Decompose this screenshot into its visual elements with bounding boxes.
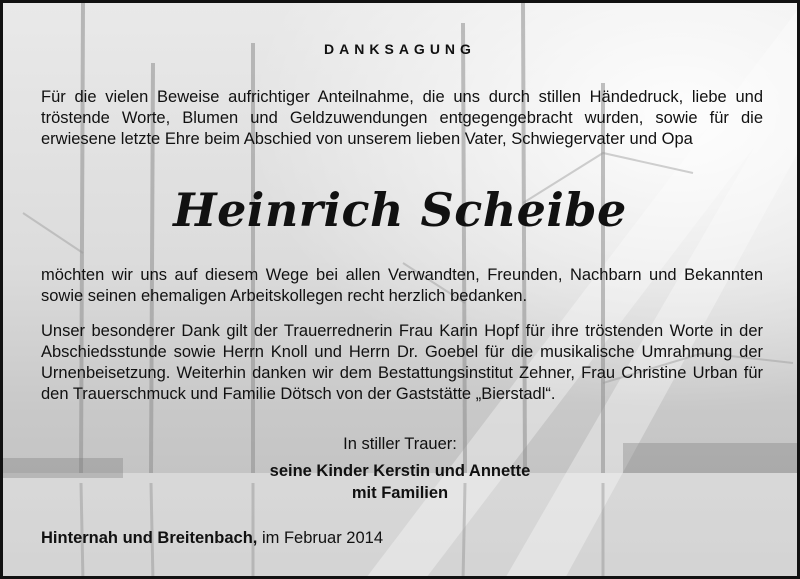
notice-heading: DANKSAGUNG xyxy=(324,41,476,57)
family-line-2: mit Familien xyxy=(351,484,449,502)
family-line-1: seine Kinder Kerstin und Annette xyxy=(269,462,531,480)
deceased-name: Heinrich Scheibe xyxy=(173,183,627,237)
place-text: Hinternah und Breitenbach, xyxy=(41,529,258,547)
place-date-line xyxy=(41,529,383,548)
intro-paragraph: Für die vielen Beweise aufrichtiger Anteilnahme, die uns durch stillen Händedruck, liebe und tröstende Worte, Blumen und Geldzuwendungen entgegengebracht wurden, sowie für die erwiesene letzte Ehre beim Abschied von unserem lieben Vater, Schwiegervater und Opa xyxy=(41,88,763,148)
mourning-line: In stiller Trauer: xyxy=(343,435,457,453)
date-text: im Februar 2014 xyxy=(257,529,384,547)
special-thanks-paragraph: Unser besonderer Dank gilt der Trauerrednerin Frau Karin Hopf für ihre tröstenden Worte in der Abschiedsstunde sowie Herrn Knoll und Herrn Dr. Goebel für die musikalische Umrahmung der Urnenbeisetzung. Weiterhin danken wir dem Bestattungsinstitut Zehner, Frau Christine Urban für den Trauerschmuck und Familie Dötsch von der Gaststätte „Bierstadl“. xyxy=(41,322,763,403)
thanks-paragraph: möchten wir uns auf diesem Wege bei allen Verwandten, Freunden, Nachbarn und Bekannten sowie seinen ehemaligen Arbeitskollegen recht herzlich bedanken. xyxy=(41,266,763,305)
